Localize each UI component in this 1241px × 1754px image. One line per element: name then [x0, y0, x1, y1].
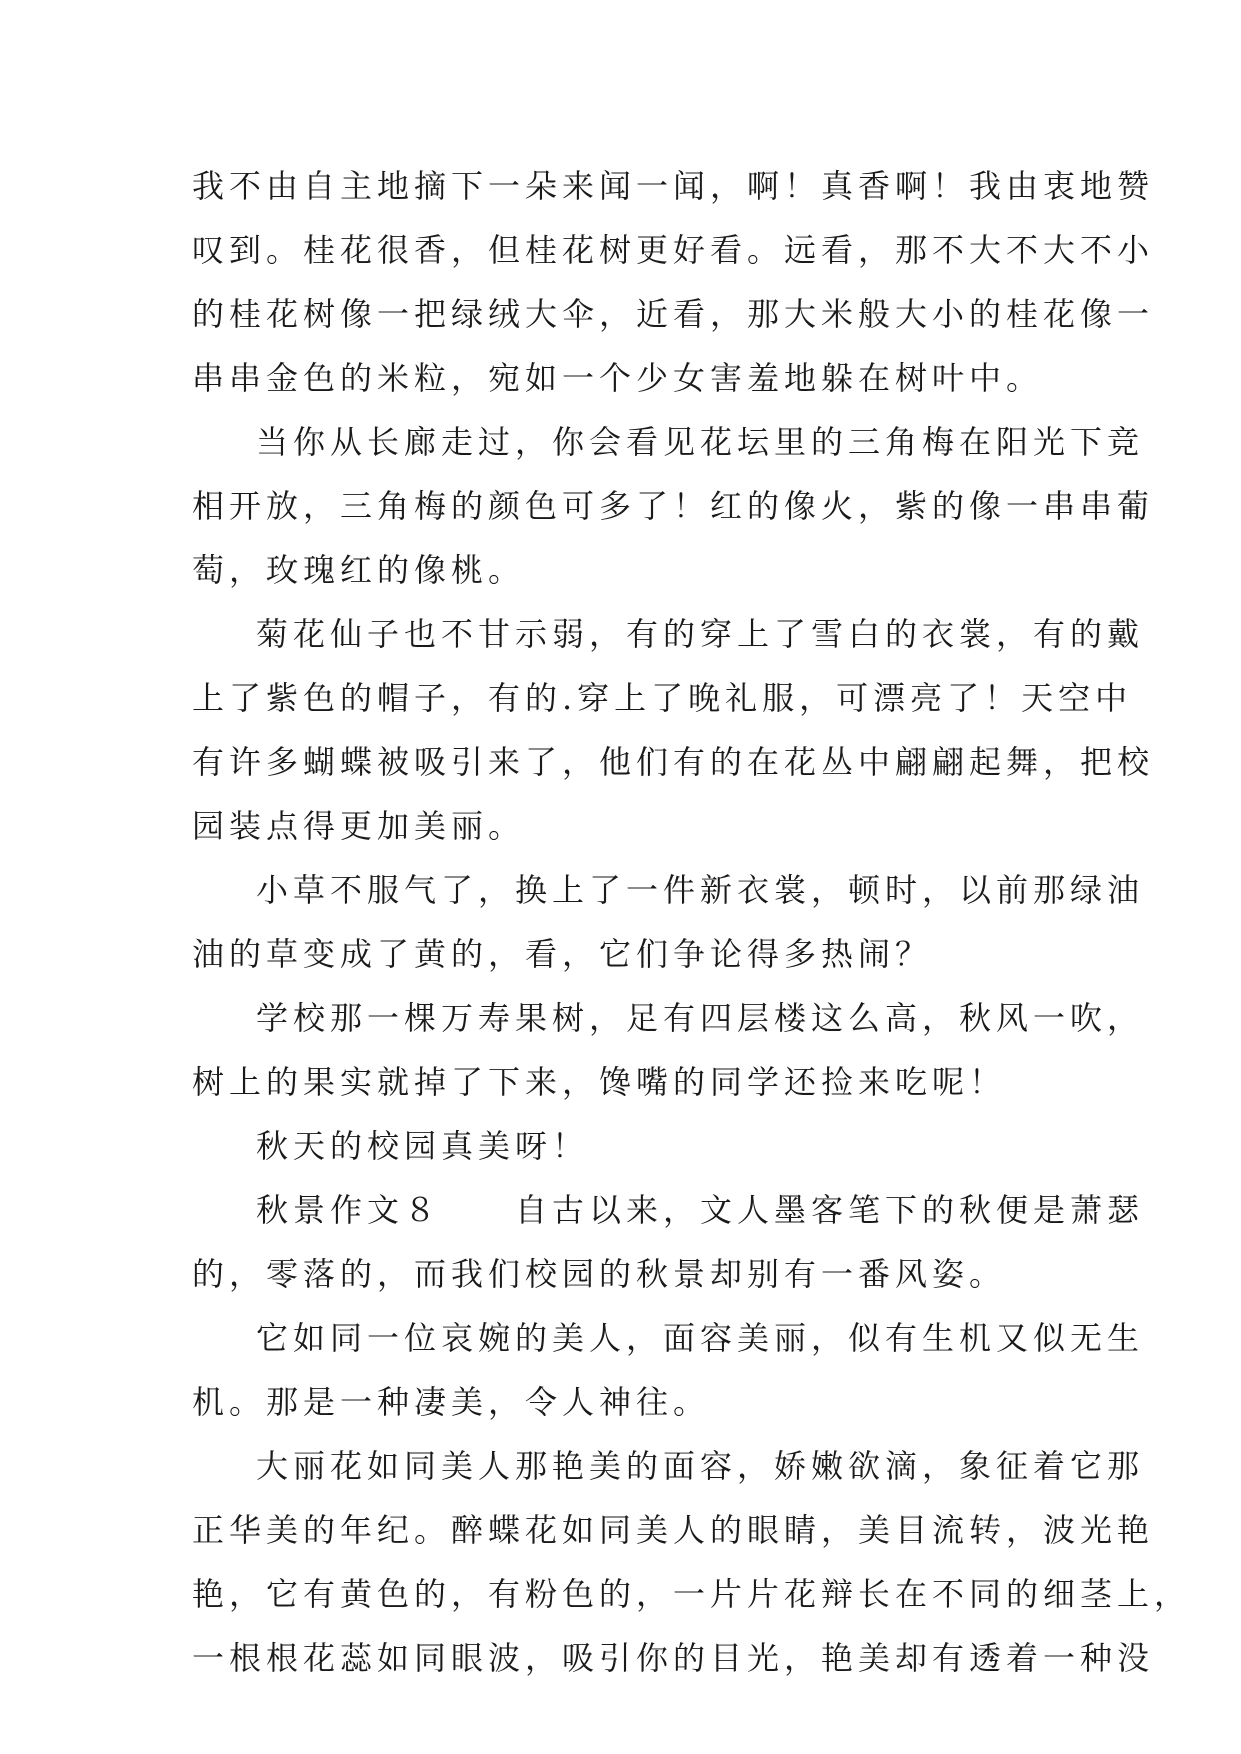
text-line: 串串金色的米粒，宛如一个少女害羞地躲在树叶中。 [192, 359, 1044, 397]
text-line: 相开放，三角梅的颜色可多了！红的像火，紫的像一串串葡 [192, 487, 1155, 525]
paragraph-first-line: 大丽花如同美人那艳美的面容，娇嫩欲滴，象征着它那 [256, 1447, 1145, 1485]
text-line: 上了紫色的帽子，有的.穿上了晚礼服，可漂亮了！天空中 [192, 679, 1133, 717]
text-line: 正华美的年纪。醉蝶花如同美人的眼睛，美目流转，波光艳 [192, 1511, 1155, 1549]
text-line: 叹到。桂花很香，但桂花树更好看。远看，那不大不大不小 [192, 231, 1155, 269]
text-line: 艳，它有黄色的，有粉色的，一片片花辩长在不同的细茎上， [192, 1575, 1192, 1613]
text-line: 油的草变成了黄的，看，它们争论得多热闹？ [192, 935, 933, 973]
paragraph-first-line: 秋天的校园真美呀！ [256, 1127, 590, 1165]
text-line: 树上的果实就掉了下来，馋嘴的同学还捡来吃呢！ [192, 1063, 1007, 1101]
paragraph-first-line: 菊花仙子也不甘示弱，有的穿上了雪白的衣裳，有的戴 [256, 615, 1145, 653]
paragraph-first-line: 当你从长廊走过，你会看见花坛里的三角梅在阳光下竞 [256, 423, 1145, 461]
text-line: 我不由自主地摘下一朵来闻一闻，啊！真香啊！我由衷地赞 [192, 167, 1155, 205]
text-line: 园装点得更加美丽。 [192, 807, 526, 845]
text-line: 一根根花蕊如同眼波，吸引你的目光，艳美却有透着一种没 [192, 1639, 1155, 1677]
document-body [192, 154, 1192, 1690]
text-line: 有许多蝴蝶被吸引来了，他们有的在花丛中翩翩起舞，把校 [192, 743, 1155, 781]
paragraph-first-line: 它如同一位哀婉的美人，面容美丽，似有生机又似无生 [256, 1319, 1145, 1357]
paragraph-first-line: 学校那一棵万寿果树，足有四层楼这么高，秋风一吹， [256, 999, 1145, 1037]
text-line: 萄，玫瑰红的像桃。 [192, 551, 526, 589]
text-line: 机。那是一种凄美，令人神往。 [192, 1383, 711, 1421]
text-line: 的桂花树像一把绿绒大伞，近看，那大米般大小的桂花像一 [192, 295, 1155, 333]
paragraph-first-line: 秋景作文８ 自古以来，文人墨客笔下的秋便是萧瑟 [256, 1191, 1145, 1229]
text-line: 的，零落的，而我们校园的秋景却别有一番风姿。 [192, 1255, 1007, 1293]
paragraph-first-line: 小草不服气了，换上了一件新衣裳，顿时，以前那绿油 [256, 871, 1145, 909]
